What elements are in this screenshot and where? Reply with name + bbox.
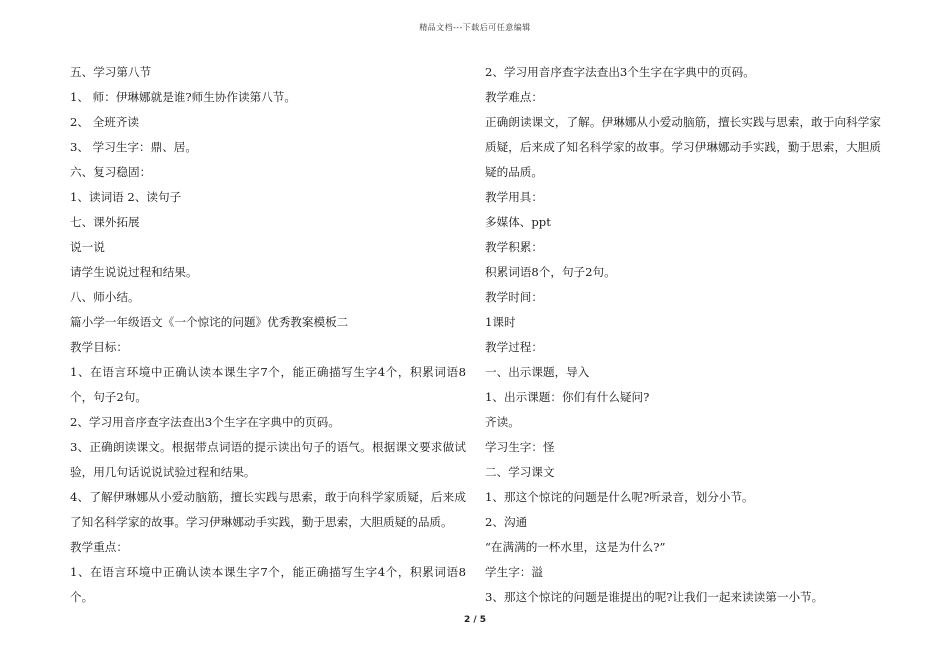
paragraph: 正确朗读课文，了解。伊琳娜从小爱动脑筋，擅长实践与思索，敢于向科学家质疑，后来成了知名科学家的故事。学习伊琳娜动手实践，勤于思索，大胆质疑的品质。 [485,115,881,179]
paragraph: 1、在语言环境中正确认读本课生字7个，能正确描写生字4个，积累词语8个。 [70,565,466,604]
paragraph: 学生字：溢 [485,565,543,579]
paragraph: 3、 学习生字：鼎、居。 [70,140,197,154]
paragraph: 齐读。 [485,415,520,429]
paragraph: 1课时 [485,315,516,329]
paragraph: 请学生说说过程和结果。 [70,265,198,279]
paragraph: 多媒体、ppt [485,215,551,229]
section-heading: 五、学习第八节 [70,65,152,79]
section-heading: 七、课外拓展 [70,215,140,229]
section-heading: 教学用具： [485,190,543,204]
paragraph: 1、读词语 2、读句子 [70,190,182,204]
paragraph: 2、沟通 [485,515,528,529]
section-heading: 八、师小结。 [70,290,140,304]
section-heading: 教学目标： [70,340,128,354]
section-heading: 六、复习稳固： [70,165,152,179]
paragraph: 1、那这个惊诧的问题是什么呢?听录音，划分小节。 [485,490,754,504]
paragraph: 1、出示课题：你们有什么疑问? [485,390,650,404]
page-header: 精品文档---下载后可任意编辑 [419,23,531,32]
paragraph: 学习生字：怪 [485,440,555,454]
quote: “在满满的一杯水里，这是为什么?” [485,540,666,554]
paragraph: 2、 全班齐读 [70,115,140,129]
paragraph: 1、 师：伊琳娜就是谁?师生协作读第八节。 [70,90,296,104]
page-number: 2 / 5 [463,615,487,625]
section-heading: 教学难点： [485,90,543,104]
paragraph: 积累词语8个，句子2句。 [485,265,616,279]
section-heading: 二、学习课文 [485,465,555,479]
section-heading: 教学重点： [70,540,128,554]
paragraph: 3、那这个惊诧的问题是谁提出的呢?让我们一起来读读第一小节。 [485,590,824,604]
paragraph: 3、正确朗读课文。根据带点词语的提示读出句子的语气。根据课文要求做试验，用几句话说说试验过程和结果。 [70,440,466,479]
paragraph: 2、学习用音序查字法查出3个生字在字典中的页码。 [485,65,755,79]
left-column [70,60,466,610]
paragraph: 2、学习用音序查字法查出3个生字在字典中的页码。 [70,415,340,429]
right-column [485,60,881,610]
section-heading: 教学过程： [485,340,543,354]
paragraph: 1、在语言环境中正确认读本课生字7个，能正确描写生字4个，积累词语8个，句子2句。 [70,365,466,404]
section-heading: 教学积累： [485,240,543,254]
section-heading: 一、出示课题，导入 [485,365,590,379]
document-title: 篇小学一年级语文《一个惊诧的问题》优秀教案模板二 [70,315,349,329]
paragraph: 4、了解伊琳娜从小爱动脑筋，擅长实践与思索，敢于向科学家质疑，后来成了知名科学家的故事。学习伊琳娜动手实践，勤于思索，大胆质疑的品质。 [70,490,466,529]
section-heading: 教学时间： [485,290,543,304]
paragraph: 说一说 [70,240,105,254]
